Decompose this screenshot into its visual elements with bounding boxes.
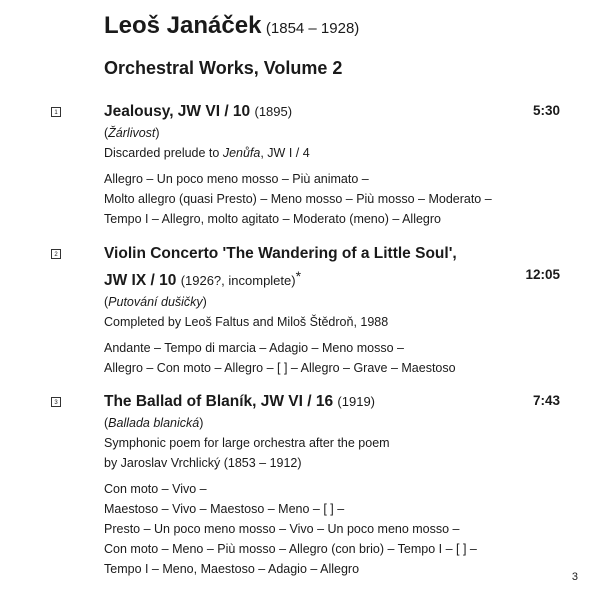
track-title-text: Jealousy, JW VI / 10	[104, 103, 251, 120]
tempo-line: Con moto – Meno – Più mosso – Allegro (con brio) – Tempo I – [ ] –	[104, 542, 477, 556]
original-title: (Putování dušičky)	[104, 295, 207, 309]
original-title: (Žárlivost)	[104, 126, 160, 140]
track-year: (1926?, incomplete)	[180, 273, 296, 288]
composer-dates: (1854 – 1928)	[265, 20, 360, 37]
track-number-box: 1	[51, 107, 61, 117]
tempo-line: Con moto – Vivo –	[104, 482, 207, 496]
asterisk: *	[295, 268, 302, 284]
track-duration: 12:05	[525, 267, 560, 282]
track-number-box: 2	[51, 249, 61, 259]
track-title	[104, 391, 564, 413]
completed-by: Completed by Leoš Faltus and Miloš Štědroň, 1988	[104, 315, 389, 329]
track-title-text: The Ballad of Blaník, JW VI / 16	[104, 393, 334, 410]
tempo-line: Tempo I – Allegro, molto agitato – Moderato (meno) – Allegro	[104, 212, 441, 226]
original-title: (Ballada blanická)	[104, 416, 204, 430]
original-title-text: Žárlivost	[108, 126, 156, 140]
tempo-line: Molto allegro (quasi Presto) – Meno mosso – Più mosso – Moderato –	[104, 192, 492, 206]
tempo-line: Allegro – Con moto – Allegro – [ ] – Allegro – Grave – Maestoso	[104, 361, 456, 375]
tempo-line: Presto – Un poco meno mosso – Vivo – Un poco meno mosso –	[104, 522, 460, 536]
track-description: Symphonic poem for large orchestra after the poem	[104, 436, 390, 450]
track-body	[104, 101, 564, 229]
track-title-line2	[104, 265, 564, 292]
tempo-line: Andante – Tempo di marcia – Adagio – Meno mosso –	[104, 341, 404, 355]
page-header	[104, 12, 359, 40]
track-body	[104, 391, 564, 579]
track-title-text: JW IX / 10	[104, 272, 177, 289]
tempo-line: Tempo I – Meno, Maestoso – Adagio – Allegro	[104, 562, 360, 576]
track-title	[104, 101, 564, 123]
original-title-text: Putování dušičky	[108, 295, 203, 309]
volume-title: Orchestral Works, Volume 2	[104, 58, 343, 78]
tempo-line: Maestoso – Vivo – Maestoso – Meno – [ ] –	[104, 502, 345, 516]
track-body	[104, 243, 564, 378]
desc-suffix: , JW I / 4	[260, 146, 310, 160]
page-number: 3	[571, 571, 578, 583]
composer-name: Leoš Janáček	[104, 12, 262, 39]
track-year: (1895)	[254, 104, 293, 119]
desc-italic: Jenůfa	[222, 146, 261, 160]
track-year: (1919)	[337, 394, 375, 409]
track-description	[104, 143, 564, 163]
track-duration: 7:43	[532, 393, 560, 408]
tempo-line: Allegro – Un poco meno mosso – Più animato –	[104, 172, 369, 186]
track-number-box: 3	[51, 397, 61, 407]
track-duration: 5:30	[532, 103, 560, 118]
original-title-text: Ballada blanická	[108, 416, 200, 430]
track-description: by Jaroslav Vrchlický (1853 – 1912)	[104, 456, 302, 470]
desc-prefix: Discarded prelude to	[104, 146, 223, 160]
track-title-line1: Violin Concerto 'The Wandering of a Little Soul',	[104, 245, 457, 262]
